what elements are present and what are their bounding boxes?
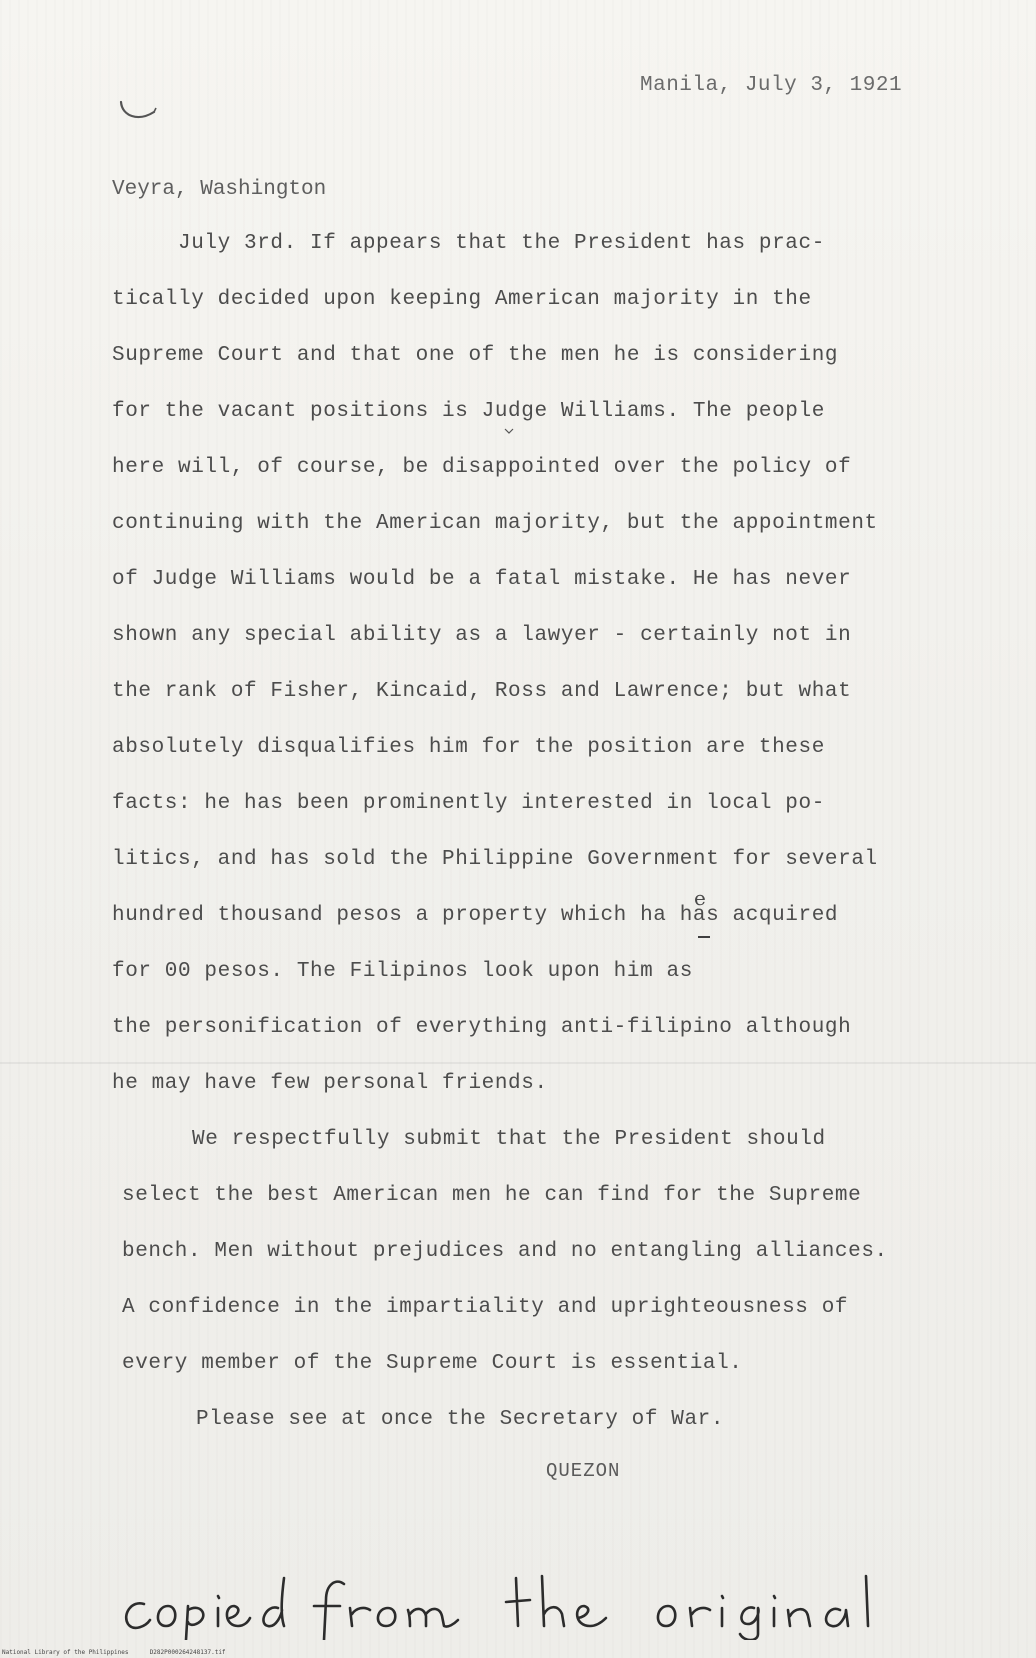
- letter-line: facts: he has been prominently interested in local po-: [112, 792, 825, 815]
- letter-line: litics, and has sold the Philippine Government for several: [112, 848, 878, 871]
- letter-line: hundred thousand pesos a property which ha has acquired: [112, 904, 839, 927]
- dateline: Manila, July 3, 1921: [640, 74, 903, 97]
- handwritten-correction: e: [694, 886, 706, 910]
- file-id: D282P000264248137.tif: [149, 1649, 226, 1656]
- insertion-caret: [504, 428, 514, 434]
- pencil-mark: [118, 98, 158, 126]
- letter-line: bench. Men without prejudices and no entangling alliances.: [122, 1240, 888, 1263]
- correction-underline: [698, 936, 710, 938]
- letter-line: the rank of Fisher, Kincaid, Ross and Lawrence; but what: [112, 680, 852, 703]
- letter-line: A confidence in the impartiality and uprighteousness of: [122, 1296, 849, 1319]
- addressee: Veyra, Washington: [112, 178, 327, 201]
- letter-line: every member of the Supreme Court is essential.: [122, 1352, 743, 1375]
- letter-line: shown any special ability as a lawyer - certainly not in: [112, 624, 852, 647]
- letter-line: of Judge Williams would be a fatal mistake. He has never: [112, 568, 852, 591]
- letter-line: July 3rd. If appears that the President has prac-: [178, 232, 825, 255]
- handwritten-note: [118, 1570, 918, 1640]
- letter-line: select the best American men he can find for the Supreme: [122, 1184, 862, 1207]
- letter-line: continuing with the American majority, but the appointment: [112, 512, 878, 535]
- archive-label: National Library of the Philippines: [2, 1649, 129, 1656]
- signature: QUEZON: [546, 1460, 621, 1482]
- archive-footer: [2, 1649, 226, 1656]
- letter-line: for 00 pesos. The Filipinos look upon him as: [112, 960, 693, 983]
- letter-line: Please see at once the Secretary of War.: [196, 1408, 725, 1431]
- letter-line: he may have few personal friends.: [112, 1072, 548, 1095]
- letter-line: here will, of course, be disappointed over the policy of: [112, 456, 852, 479]
- letter-line: Supreme Court and that one of the men he is considering: [112, 344, 839, 367]
- letter-line: absolutely disqualifies him for the position are these: [112, 736, 825, 759]
- letter-line: the personification of everything anti-filipino although: [112, 1016, 852, 1039]
- paper-fold: [0, 1062, 1036, 1064]
- letter-line: for the vacant positions is Judge Williams. The people: [112, 400, 825, 423]
- letter-line: We respectfully submit that the President should: [192, 1128, 826, 1151]
- letter-line: tically decided upon keeping American majority in the: [112, 288, 812, 311]
